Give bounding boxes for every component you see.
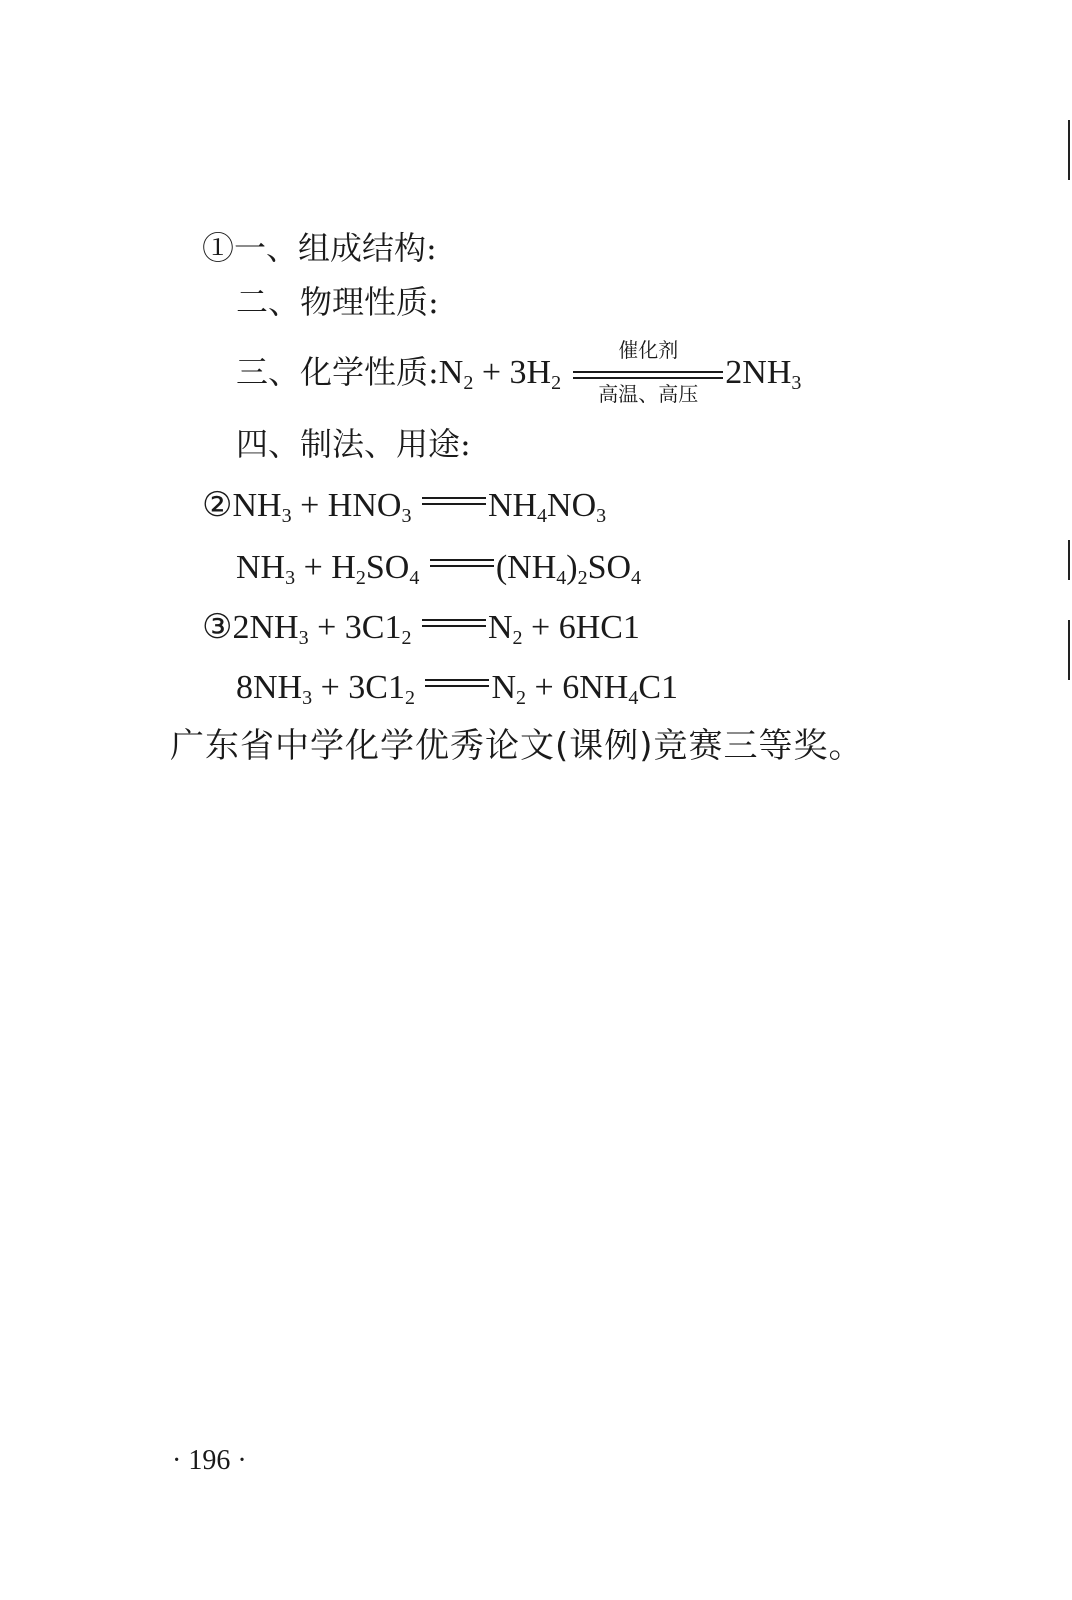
equation-marker-3: ③ xyxy=(202,609,233,646)
product-nh3-subscript: 3 xyxy=(791,372,802,394)
page-number: · 196 · xyxy=(172,1445,247,1476)
subscript: 2 xyxy=(577,567,588,589)
heading-physical-properties: 二、物理性质: xyxy=(236,283,439,321)
subscript: 4 xyxy=(628,687,639,709)
scan-edge-mark xyxy=(1068,120,1070,180)
catalyst-label: 催化剂 xyxy=(618,337,679,362)
equation-nh3-h2so4 xyxy=(236,548,641,588)
subscript: 2 xyxy=(404,687,415,709)
formula-part: N xyxy=(491,669,517,706)
formula-part: + 6NH xyxy=(526,669,629,706)
equals-sign xyxy=(425,678,489,690)
award-footnote: 广东省中学化学优秀论文(课例)竞赛三等奖。 xyxy=(170,726,864,766)
equation-nh3-cl2-excess-cl2 xyxy=(202,608,640,648)
chemical-properties-equation xyxy=(236,337,802,406)
subscript: 3 xyxy=(401,505,412,527)
equals-sign xyxy=(430,558,494,570)
reaction-condition-arrow xyxy=(573,337,723,406)
formula-part: (NH xyxy=(495,549,557,586)
formula-part: + 3C1 xyxy=(308,609,402,646)
subscript: 4 xyxy=(409,567,420,589)
formula-part: NH xyxy=(232,487,282,524)
formula-part: N xyxy=(487,609,513,646)
heading-preparation-uses: 四、制法、用途: xyxy=(236,425,471,463)
subscript: 3 xyxy=(281,505,292,527)
equals-sign xyxy=(422,618,486,630)
formula-part: NH xyxy=(236,549,286,586)
formula-part: 8NH xyxy=(236,669,303,706)
product-nh3: 2NH xyxy=(725,354,792,391)
subscript: 4 xyxy=(556,567,567,589)
subscript: 2 xyxy=(401,627,412,649)
temperature-pressure-label: 高温、高压 xyxy=(598,381,699,406)
reactant-n2: N xyxy=(438,354,464,391)
formula-part: SO xyxy=(587,549,632,586)
subscript: 3 xyxy=(596,505,607,527)
reactant-n2-subscript: 2 xyxy=(463,372,474,394)
equals-sign xyxy=(422,496,486,508)
chemical-properties-label: 三、化学性质: xyxy=(236,353,439,391)
subscript: 3 xyxy=(298,627,309,649)
formula-part: NO xyxy=(547,487,597,524)
formula-part: + 6HC1 xyxy=(522,609,640,646)
subscript: 3 xyxy=(302,687,313,709)
formula-part: SO xyxy=(365,549,410,586)
subscript: 4 xyxy=(537,505,548,527)
subscript: 2 xyxy=(512,627,523,649)
formula-part: + 3C1 xyxy=(312,669,405,706)
formula-part: + HNO xyxy=(291,487,402,524)
scan-edge-mark xyxy=(1068,620,1070,680)
double-line xyxy=(573,371,723,379)
reactant-h2: + 3H xyxy=(473,354,552,391)
reactant-h2-subscript: 2 xyxy=(551,372,562,394)
formula-part: ) xyxy=(566,549,578,586)
subscript: 2 xyxy=(516,687,527,709)
formula-part: + H xyxy=(295,549,356,586)
subscript: 2 xyxy=(355,567,366,589)
equation-marker-2: ② xyxy=(202,487,233,524)
scan-edge-mark xyxy=(1068,540,1070,580)
subscript: 3 xyxy=(285,567,296,589)
formula-part: NH xyxy=(487,487,538,524)
subscript: 4 xyxy=(631,567,642,589)
formula-part: 2NH xyxy=(232,609,299,646)
equation-nh3-hno3 xyxy=(202,486,606,526)
equation-nh3-cl2-excess-nh3 xyxy=(236,668,678,708)
formula-part: C1 xyxy=(638,669,679,706)
heading-composition: ①一、组成结构: xyxy=(202,229,437,267)
